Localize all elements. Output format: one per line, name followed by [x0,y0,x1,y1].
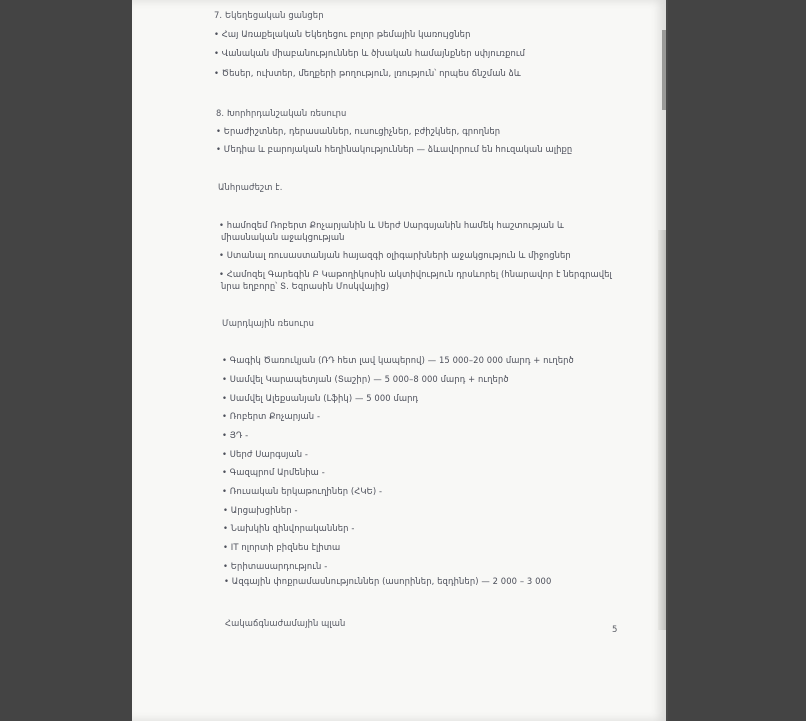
document-page [132,0,666,721]
section7-item: • Վանական միաբանություններ և ծխական համայնքներ սփյուռքում [214,48,526,58]
resource-item: • Արցախցիներ - [223,505,298,515]
needed-item-line1: • համոզեմ Ռոբերտ Քոչարյանին և Սերժ Սարգսյանին համեկ հաշտության և [219,220,564,230]
resource-item: • ՅԴ - [222,430,249,440]
page-curl [658,230,666,630]
resource-item: • Սամվել Կարապետյան (Տաշիր) — 5 000–8 000 մարդ + ուղերծ [222,374,509,384]
resource-item: • Սամվել Ալեքսանյան (Լֆիկ) — 5 000 մարդ [222,393,419,403]
plan-heading: Հակաճգնաժամային պլան [225,618,346,628]
resource-item: • Ռուսական երկաթուղիներ (ՀԿԵ) - [222,486,383,496]
viewer-background-left [0,0,132,721]
section8-item: • Մեդիա և բարոյական հեղինակություններ — ձևավորում են հուզական ալիքը [216,144,573,154]
needed-item-line1: • Ստանալ ռուսաստանյան հայազգի օլիգարխների աջակցություն և միջոցներ [219,250,571,260]
needed-item-line1: • Համոզել Գարեգին Բ Կաթողիկոսին ակտիվություն դրսևորել (հնարավոր է ներգրավել [219,269,612,279]
resource-heading: Մարդկային ռեսուրս [222,318,314,328]
needed-item-line2: նրա եղբորը՝ Տ. Եզրասին Մոսկվայից) [221,281,390,291]
resource-item: • Ազգային փոքրամասնություններ (ասորիներ, եզդիներ) — 2 000 – 3 000 [224,576,552,586]
section7-item: • Ծեսեր, ուխտեր, մեղքերի թողություն, լռություն՝ որպես ճնշման ձև [214,68,521,78]
needed-heading: Անհրաժեշտ է. [218,182,283,192]
section8-heading: 8. Խորհրդանշական ռեսուրս [216,108,347,118]
resource-item: • IT ոլորտի բիզնես էլիտա [223,542,341,552]
section7-item: • Հայ Առաքելական Եկեղեցու բոլոր թեմային կառույցներ [214,29,471,39]
needed-item-line2: միասնական աջակցության [221,232,345,242]
resource-item: • Գազպրոմ Արմենիա - [222,467,325,477]
page-edge-shadow [662,30,666,110]
viewer-background-right [668,0,806,721]
section8-item: • Երաժիշտներ, դերասաններ, ուսուցիչներ, բժիշկներ, գրողներ [216,126,501,136]
resource-item: • Ռոբերտ Քոչարյան - [222,411,321,421]
resource-item: • Երիտասարդություն - [223,561,328,571]
resource-item: • Նախկին զինվորականներ - [223,523,355,533]
resource-item: • Գագիկ Ծառուկյան (ՌԴ հետ լավ կապերով) — 15 000–20 000 մարդ + ուղերծ [222,355,574,365]
page-number: 5 [612,625,618,635]
section7-heading: 7. Եկեղեցական ցանցեր [214,10,324,20]
resource-item: • Սերժ Սարգսյան - [222,449,309,459]
